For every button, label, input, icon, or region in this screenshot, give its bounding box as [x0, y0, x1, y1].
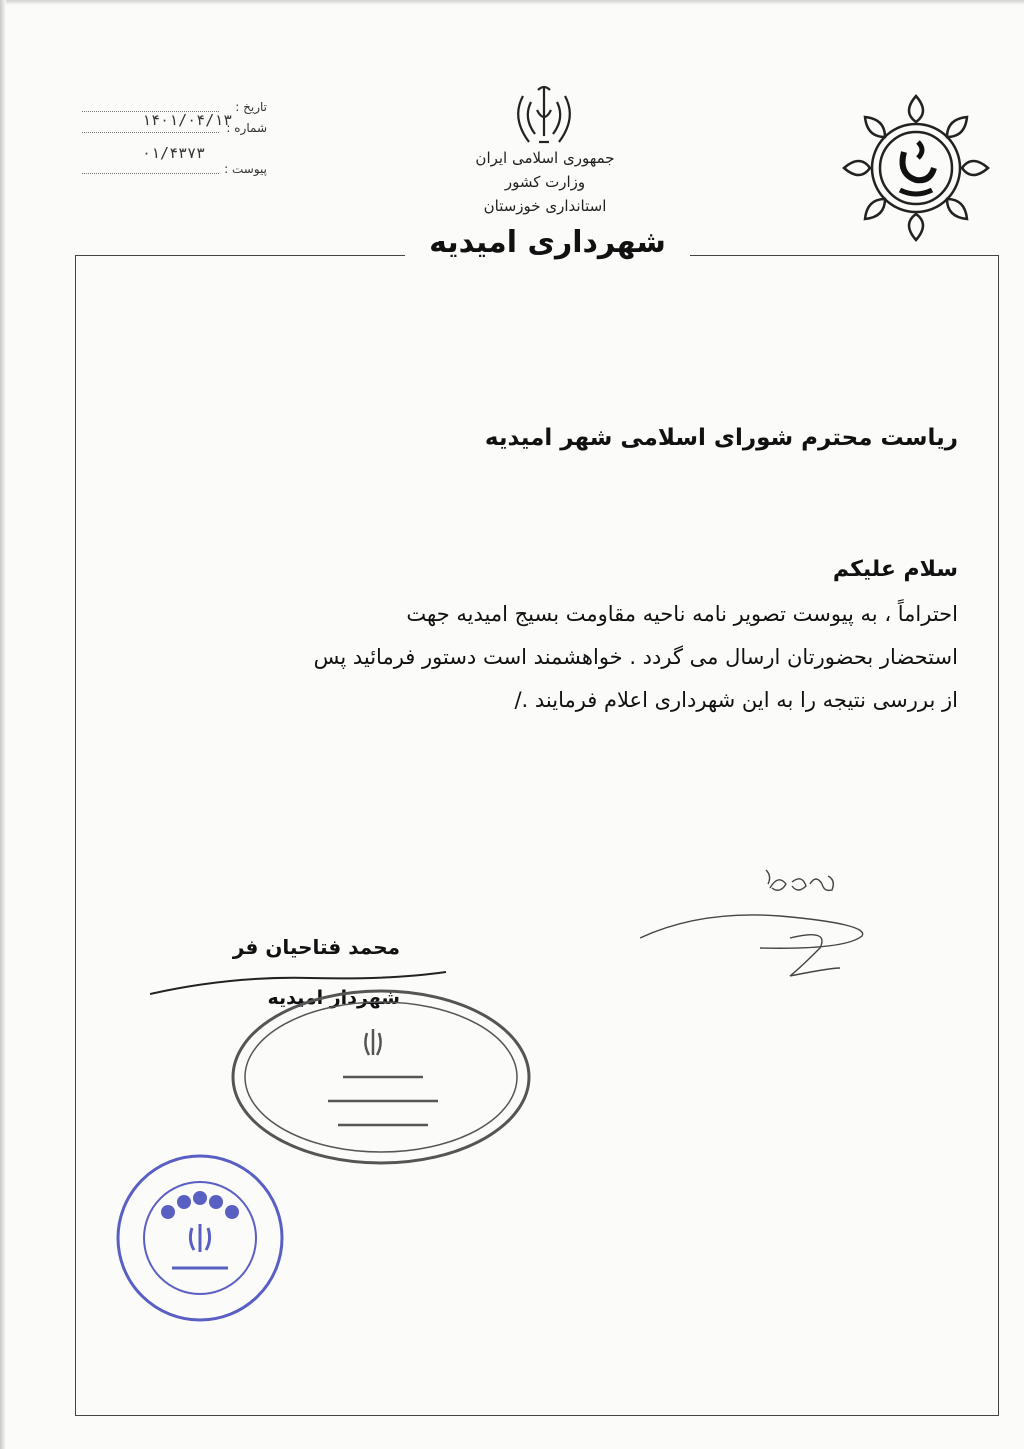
- number-value: ۰۱/۴۳۷۳: [142, 144, 206, 162]
- municipality-stamp-icon: [228, 985, 534, 1170]
- ministry-name: وزارت کشور: [504, 173, 586, 191]
- attachment-label: پیوست :: [224, 162, 267, 176]
- iran-emblem-icon: [509, 80, 579, 150]
- signer-title: شهردار امیدیه: [267, 987, 400, 1009]
- date-label: تاریخ :: [235, 100, 267, 114]
- republic-name: جمهوری اسلامی ایران: [475, 149, 615, 167]
- council-stamp-icon: [112, 1150, 288, 1326]
- letter-body: [118, 593, 958, 722]
- date-value: ۱۴۰۱/۰۴/۱۳: [142, 111, 233, 129]
- handwritten-signature-icon: [640, 840, 910, 990]
- governorate-name: استانداری خوزستان: [483, 197, 607, 215]
- body-line: احتراماً ، به پیوست تصویر نامه ناحیه مقاومت بسیج امیدیه جهت: [406, 602, 958, 626]
- signer-name: محمد فتاحیان فر: [232, 935, 400, 959]
- number-label: شماره :: [226, 121, 267, 135]
- letter-meta: [82, 96, 267, 201]
- number-row: [82, 109, 267, 144]
- municipality-title: شهرداری امیدیه: [429, 225, 666, 260]
- body-line: از بررسی نتیجه را به این شهرداری اعلام فرمایند ./: [514, 688, 958, 712]
- body-line: استحضار بحضورتان ارسال می گردد . خواهشمند است دستور فرمائید پس: [313, 645, 958, 669]
- ministry-header: [430, 146, 660, 218]
- addressee: ریاست محترم شورای اسلامی شهر امیدیه: [484, 425, 958, 451]
- municipality-logo-icon: [834, 86, 998, 250]
- greeting: سلام علیکم: [832, 557, 958, 582]
- attachment-row: [82, 142, 267, 177]
- scan-edge-top: [0, 0, 1024, 5]
- scan-edge-left: [0, 0, 6, 1449]
